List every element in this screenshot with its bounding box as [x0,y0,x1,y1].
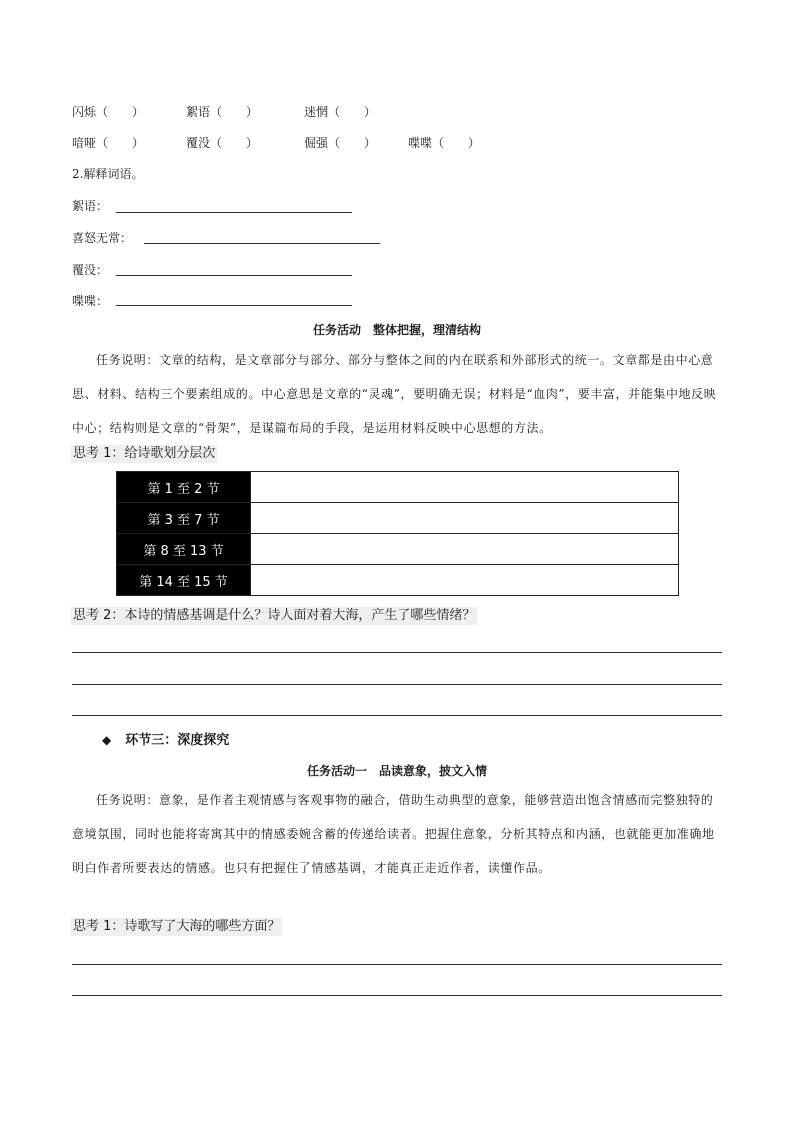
definition-label: 喋喋： [72,294,109,308]
task-heading: 任务活动一 品读意象，披文入情 [306,764,487,778]
answer-line[interactable] [116,275,352,276]
answer-line[interactable] [116,305,352,306]
diamond-bullet-icon: ◆ [102,733,112,747]
task-heading: 任务活动 整体把握，理清结构 [312,323,481,337]
section-title [102,732,229,749]
think-question: 思考 1：诗歌写了大海的哪些方面？ [73,919,281,934]
layer-answer-cell[interactable] [251,503,679,534]
layer-answer-cell[interactable] [251,565,679,596]
answer-line[interactable] [72,995,722,996]
answer-line[interactable] [72,715,722,716]
pinyin-item: 喋喋（ ） [408,136,481,150]
answer-line[interactable] [144,243,380,244]
layer-label: 第 14 至 15 节 [117,565,251,596]
pinyin-item: 迷惘（ ） [304,105,377,119]
answer-line[interactable] [72,652,722,653]
answer-line[interactable] [116,212,352,213]
layer-label: 第 8 至 13 节 [117,534,251,565]
table-row [117,503,679,534]
table-row [117,534,679,565]
definition-label: 覆没： [72,263,109,277]
layers-table [116,471,679,596]
section-title-text: 环节三：深度探究 [125,733,230,748]
pinyin-item: 絮语（ ） [186,105,259,119]
definition-label: 喜怒无常： [72,231,133,245]
layer-answer-cell[interactable] [251,534,679,565]
layer-label: 第 3 至 7 节 [117,503,251,534]
pinyin-item: 闪烁（ ） [72,105,145,119]
think-question: 思考 2：本诗的情感基调是什么？诗人面对着大海，产生了哪些情绪？ [73,608,476,623]
table-row [117,565,679,596]
task-description: 任务说明：意象，是作者主观情感与客观事物的融合，借助生动典型的意象，能够营造出饱含情感而完整独特的意境氛围，同时也能将寄寓其中的情感委婉含蓄的传递给读者。把握住意象，分析其特点和内涵，也就能更加准确地明白作者所要表达的情感。也只有把握住了情感基调，才能真正走近作者，读懂作品。 [72,793,715,875]
answer-line[interactable] [72,964,722,965]
pinyin-item: 倔强（ ） [304,136,377,150]
pinyin-item: 覆没（ ） [186,136,259,150]
pinyin-item: 喑哑（ ） [72,136,145,150]
answer-line[interactable] [72,684,722,685]
table-row [117,472,679,503]
think-question: 思考 1：给诗歌划分层次 [73,446,216,461]
task-description: 任务说明：文章的结构，是文章部分与部分、部分与整体之间的内在联系和外部形式的统一。文章都是由中心意思、材料、结构三个要素组成的。中心意思是文章的“灵魂”，要明确无误；材料是“血肉”，要丰富，并能集中地反映中心；结构则是文章的“骨架”，是谋篇布局的手段，是运用材料反映中心思想的方法。 [72,353,717,435]
layer-answer-cell[interactable] [251,472,679,503]
definition-label: 絮语： [72,199,109,213]
question-title: 2.解释词语。 [72,167,144,181]
layer-label: 第 1 至 2 节 [117,472,251,503]
